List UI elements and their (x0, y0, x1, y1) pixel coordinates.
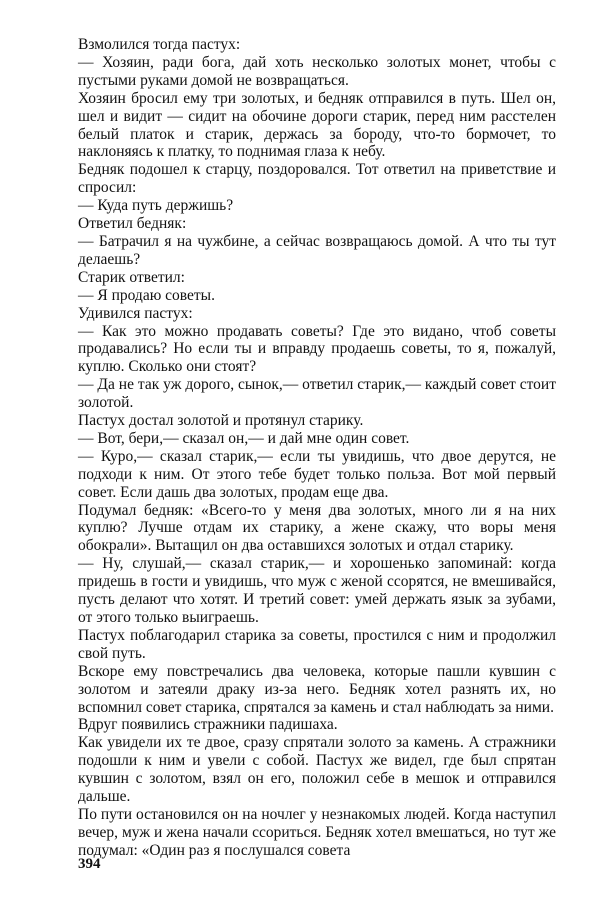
page-number: 394 (78, 856, 101, 872)
paragraph: — Да не так уж дорого, сынок,— ответил старик,— каждый совет стоит золотой. (78, 376, 556, 412)
page-text (78, 36, 556, 860)
paragraph: Пастух достал золотой и протянул старику. (78, 412, 364, 430)
paragraph: Подумал бедняк: «Всего-то у меня два золотых, много ли я на них куплю? Лучше отдам их старику, а жене скажу, что воры меня обокрали». Вытащил он два оставшихся золотых и отдал старику. (78, 501, 556, 555)
paragraph: По пути остановился он на ночлег у незнакомых людей. Когда наступил вечер, муж и жена начали ссориться. Бедняк хотел вмешаться, но тут же подумал: «Один раз я послушался совета (78, 805, 556, 859)
paragraph: Взмолился тогда пастух: (78, 36, 241, 53)
paragraph: — Хозяин, ради бога, дай хоть несколько золотых монет, чтобы с пустыми руками домой не возвращаться. (78, 53, 556, 89)
paragraph: Пастух поблагодарил старика за советы, простился с ним и продолжил свой путь. (78, 626, 556, 662)
paragraph: — Как это можно продавать советы? Где это видано, чтоб советы продавались? Но если ты и вправду продаешь советы, то я, пожалуй, куплю. Сколько они стоят? (78, 322, 556, 376)
paragraph: Удивился пастух: (78, 304, 193, 322)
paragraph: Как увидели их те двое, сразу спрятали золото за камень. А стражники подошли к ним и увели с собой. Пастух же видел, где был спрятан кувшин с золотом, взял он его, положил себе в мешок и отправился дальше. (78, 734, 556, 806)
paragraph: — Вот, бери,— сказал он,— и дай мне один совет. (78, 429, 410, 447)
paragraph: Бедняк подошел к старцу, поздоровался. Тот ответил на приветствие и спросил: (78, 161, 556, 197)
paragraph: Вскоре ему повстречались два человека, которые пашли кувшин с золотом и затеяли драку из-за него. Бедняк хотел разнять их, но вспомнил совет старика, спрятался за камень и стал наблюдать за ними. (78, 662, 556, 716)
paragraph: — Ну, слушай,— сказал старик,— и хорошенько запоминай: когда придешь в гости и увидишь, что муж с женой ссорятся, не вмешивайся, пусть делают что хотят. И третий совет: умей держать язык за зубами, от этого только выиграешь. (78, 555, 556, 626)
paragraph: Хозяин бросил ему три золотых, и бедняк отправился в путь. Шел он, шел и видит — сидит на обочине дороги старик, перед ним расстелен белый платок и старик, держась за бороду, что-то бормочет, то наклоняясь к платку, то поднимая глаза к небу. (78, 89, 556, 161)
paragraph: Ответил бедняк: (78, 215, 187, 233)
paragraph: Вдруг появились стражники падишаха. (78, 716, 338, 734)
paragraph: — Я продаю советы. (78, 286, 215, 304)
paragraph: — Батрачил я на чужбине, а сейчас возвращаюсь домой. А что ты тут делаешь? (78, 232, 556, 268)
paragraph: — Куро,— сказал старик,— если ты увидишь, что двое дерутся, не подходи к ним. От этого тебе будет только польза. Вот мой первый совет. Если дашь два золотых, продам еще два. (78, 447, 556, 501)
paragraph: Старик ответил: (78, 268, 185, 286)
paragraph: — Куда путь держишь? (78, 197, 234, 215)
